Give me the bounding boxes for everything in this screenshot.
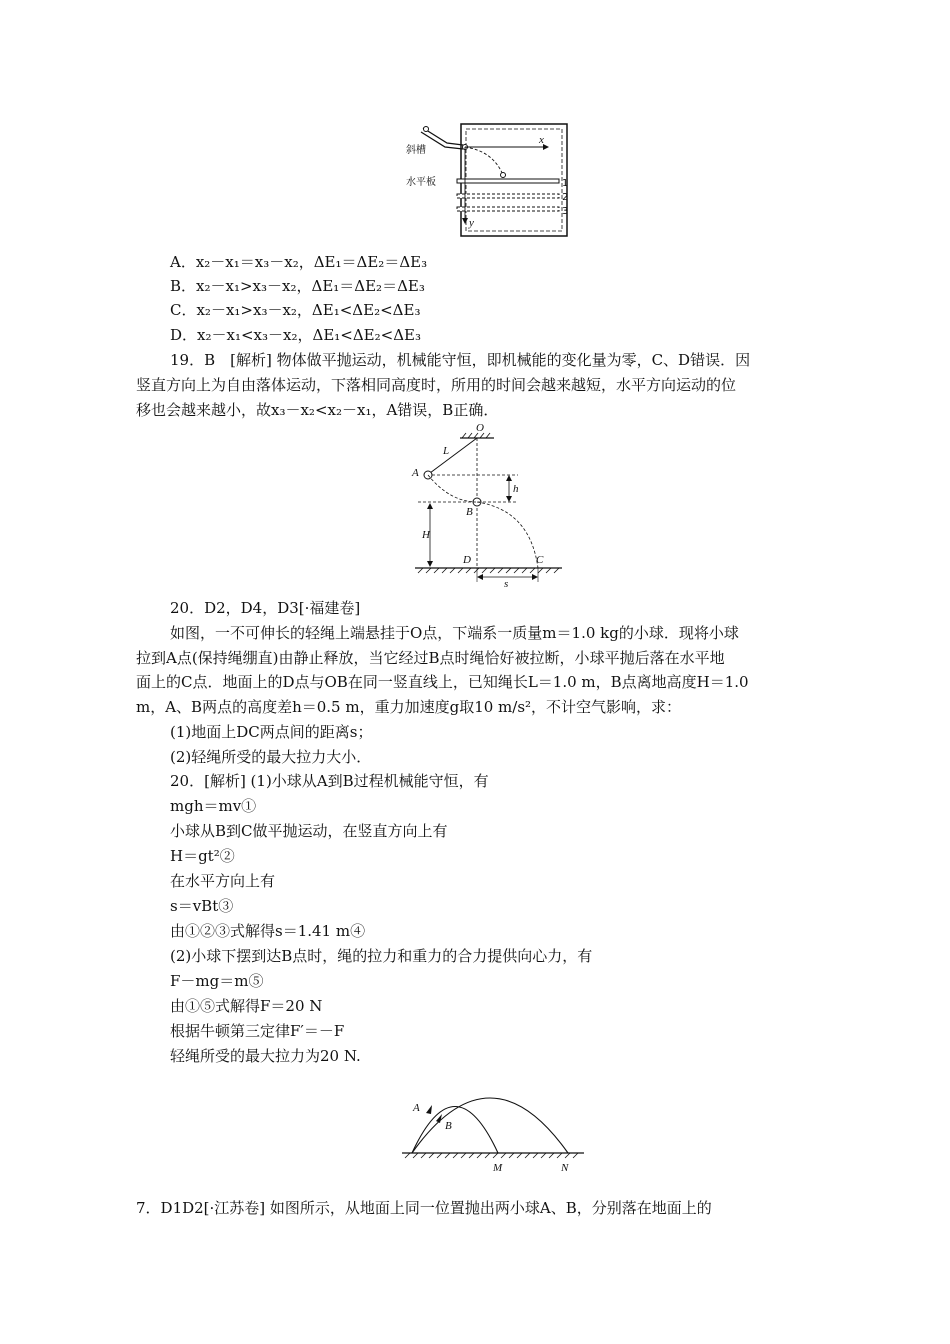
q20-body-1: 如图，一不可伸长的轻绳上端悬挂于O点，下端系一质量m＝1.0 kg的小球．现将小球 (170, 624, 739, 642)
svg-text:y: y (469, 217, 474, 229)
figure-chute-board (405, 118, 585, 240)
q20-sol-10: 由①⑤式解得F＝20 N (170, 997, 323, 1015)
svg-text:H: H (422, 529, 430, 541)
q19-line-3: 移也会越来越小，故x₃－x₂<x₂－x₁，A错误，B正确． (136, 401, 499, 419)
q20-sol-2: mgh＝mv① (170, 797, 257, 815)
q20-sol-5: 在水平方向上有 (170, 872, 276, 890)
svg-text:3: 3 (562, 206, 569, 217)
q20-sol-3: 小球从B到C做平抛运动，在竖直方向上有 (170, 822, 448, 840)
svg-text:s: s (504, 578, 509, 590)
q20-sol-4: H＝gt²② (170, 847, 235, 865)
option-b: B．x₂－x₁>x₃－x₂，ΔE₁＝ΔE₂＝ΔE₃ (170, 277, 425, 295)
q20-body-2: 拉到A点(保持绳绷直)由静止释放，当它经过B点时绳恰好被拉断，小球平抛后落在水平地 (136, 649, 725, 667)
svg-text:M: M (493, 1162, 503, 1174)
fig1-chute-label: 斜槽 (406, 145, 426, 156)
option-c: C．x₂－x₁>x₃－x₂，ΔE₁<ΔE₂<ΔE₃ (170, 301, 421, 319)
fig1-board-label: 水平板 (406, 177, 436, 188)
q20-sol-11: 根据牛顿第三定律F′＝－F (170, 1022, 345, 1040)
svg-text:D: D (463, 554, 471, 566)
svg-text:N: N (561, 1162, 569, 1174)
svg-text:x: x (539, 134, 544, 146)
svg-text:O: O (476, 422, 484, 434)
q20-sol-12: 轻绳所受的最大拉力为20 N. (170, 1047, 361, 1065)
q20-sol-1: 20．[解析] (1)小球从A到B过程机械能守恒，有 (170, 772, 489, 790)
q20-header: 20．D2，D4，D3[·福建卷] (170, 599, 361, 617)
q20-sol-9: F－mg＝m⑤ (170, 972, 264, 990)
svg-text:2: 2 (562, 192, 569, 203)
svg-text:A: A (413, 1102, 420, 1114)
q20-body-5: (1)地面上DC两点间的距离s； (170, 723, 373, 741)
svg-text:1: 1 (562, 178, 569, 189)
svg-text:C: C (536, 554, 544, 566)
svg-text:B: B (445, 1120, 452, 1132)
option-a: A．x₂－x₁＝x₃－x₂，ΔE₁＝ΔE₂＝ΔE₃ (170, 253, 428, 271)
svg-text:L: L (443, 445, 450, 457)
svg-text:B: B (466, 506, 473, 518)
q20-body-4: m，A、B两点的高度差h＝0.5 m，重力加速度g取10 m/s²，不计空气影响，求： (136, 698, 682, 716)
q19-line-1: 19．B [解析] 物体做平抛运动，机械能守恒，即机械能的变化量为零，C、D错误．因 (170, 351, 751, 369)
figure-pendulum (400, 420, 570, 590)
q20-sol-7: 由①②③式解得s＝1.41 m④ (170, 922, 366, 940)
q20-body-3: 面上的C点．地面上的D点与OB在同一竖直线上，已知绳长L＝1.0 m，B点离地高度H＝1.0 (136, 673, 749, 691)
q19-line-2: 竖直方向上为自由落体运动，下落相同高度时，所用的时间会越来越短，水平方向运动的位 (136, 376, 737, 394)
q20-sol-8: (2)小球下摆到达B点时，绳的拉力和重力的合力提供向心力，有 (170, 947, 593, 965)
q7-line: 7．D1D2[·江苏卷] 如图所示，从地面上同一位置抛出两小球A、B，分别落在地面上的 (136, 1199, 712, 1217)
q20-body-6: (2)轻绳所受的最大拉力大小． (170, 748, 372, 766)
figure-projectiles (400, 1075, 590, 1175)
svg-text:h: h (513, 483, 519, 495)
option-d: D．x₂－x₁<x₃－x₂，ΔE₁<ΔE₂<ΔE₃ (170, 326, 422, 344)
svg-text:A: A (412, 467, 419, 479)
q20-sol-6: s＝vBt③ (170, 897, 234, 915)
